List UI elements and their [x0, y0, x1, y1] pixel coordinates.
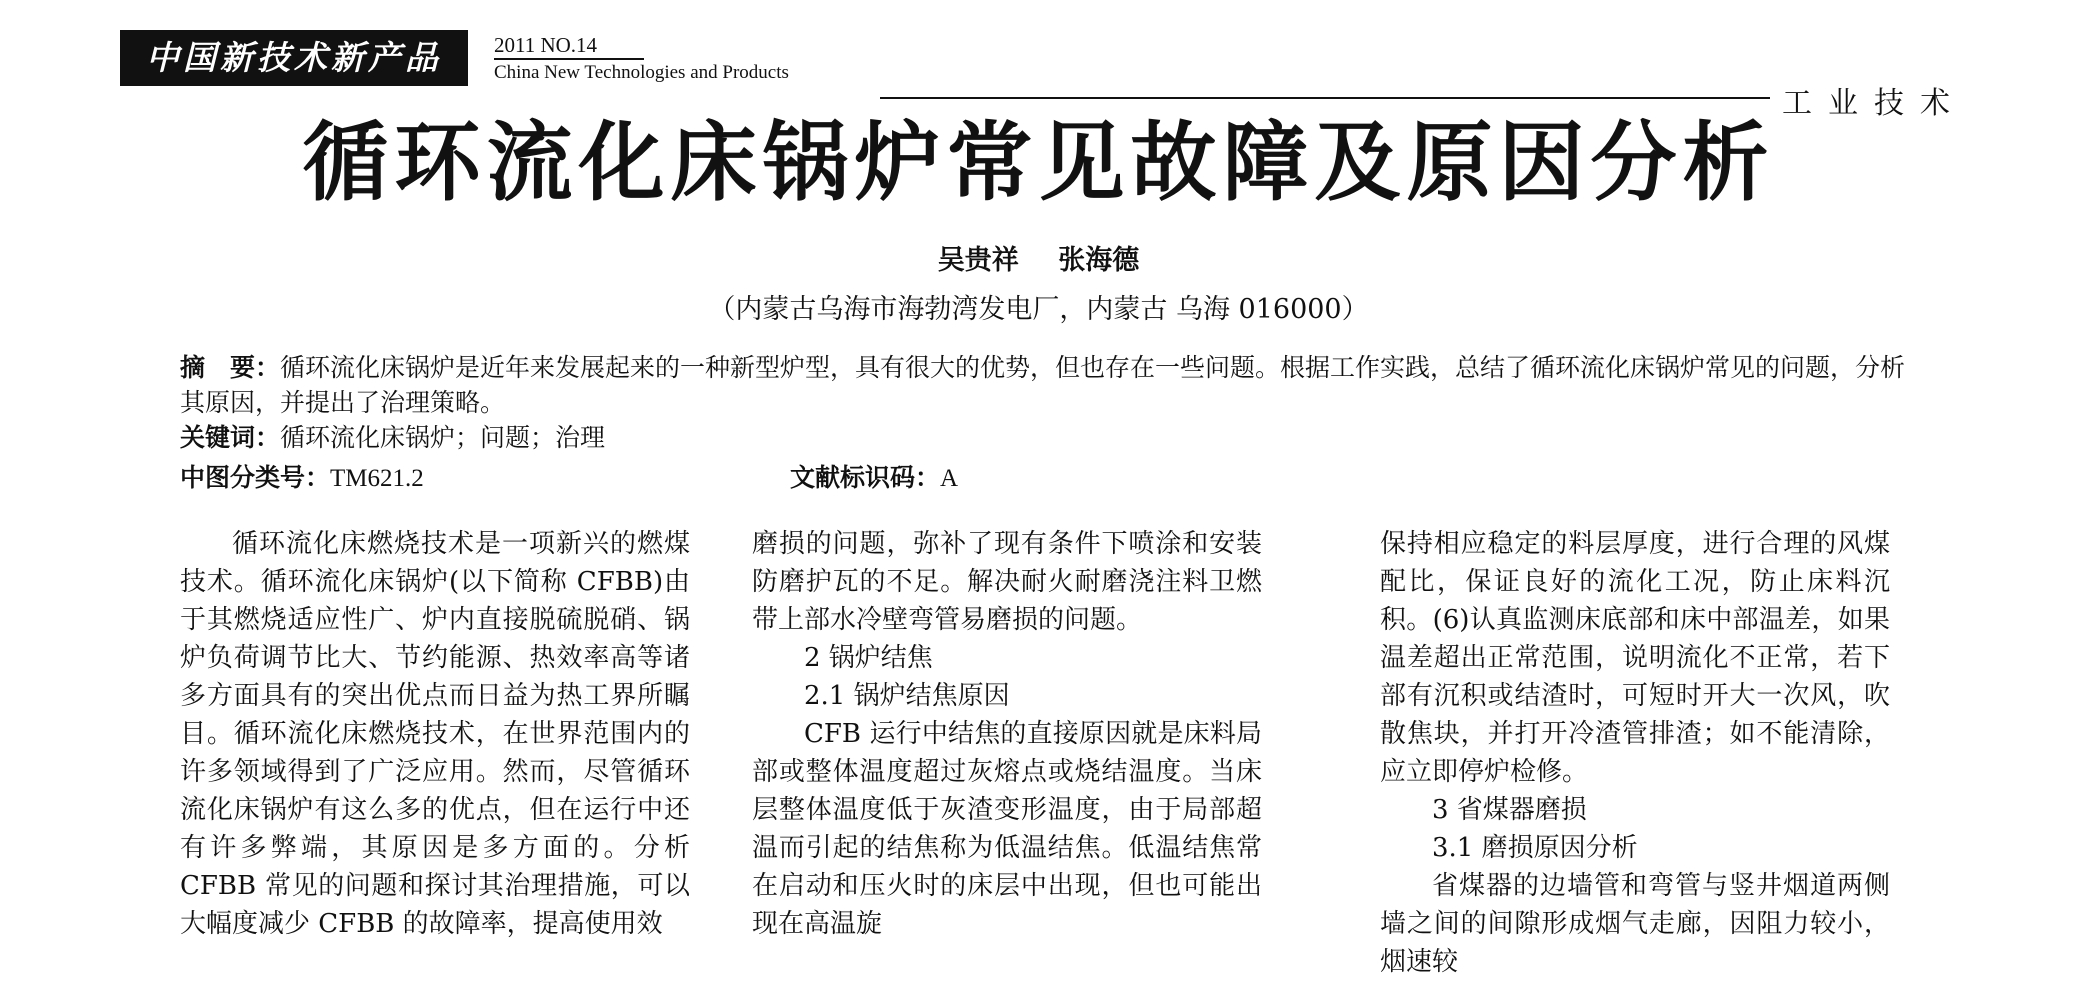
clc-value: TM621.2 [330, 465, 424, 492]
abstract-text: 循环流化床锅炉是近年来发展起来的一种新型炉型，具有很大的优势，但也存在一些问题。根据工作实践，总结了循环流化床锅炉常见的问题，分析其原因，并提出了治理策略。 [180, 353, 1906, 417]
section-label: 工业技术 [1782, 86, 1966, 121]
body-column-1 [180, 525, 690, 939]
section-heading: 3 省煤器磨损 [1432, 795, 1587, 825]
body-paragraph: 磨损的问题，弥补了现有条件下喷涂和安装防磨护瓦的不足。解决耐火耐磨浇注料卫燃带上部水冷壁弯管易磨损的问题。 [752, 529, 1262, 635]
section-heading: 2 锅炉结焦 [804, 643, 933, 673]
journal-english-name: China New Technologies and Products [494, 62, 789, 83]
body-paragraph: 循环流化床燃烧技术是一项新兴的燃煤技术。循环流化床锅炉(以下简称 CFBB)由于其燃烧适应性广、炉内直接脱硫脱硝、锅炉负荷调节比大、节约能源、热效率高等诸多方面具有的突出优点而日益为热工界所瞩目。循环流化床燃烧技术，在世界范围内的许多领域得到了广泛应用。然而，尽管循环流化床锅炉有这么多的优点，但在运行中还有许多弊端，其原因是多方面的。分析 CFBB 常见的问题和探讨其治理措施，可以大幅度减少 CFBB 的故障率，提高使用效 [180, 529, 690, 939]
body-paragraph: CFB 运行中结焦的直接原因就是床料局部或整体温度超过灰熔点或烧结温度。当床层整体温度低于灰渣变形温度，由于局部超温而引起的结焦称为低温结焦。低温结焦常在启动和压火时的床层中出现，但也可能出现在高温旋 [752, 719, 1262, 939]
issue-underline [494, 58, 644, 60]
abstract-label: 摘 要： [180, 353, 281, 382]
body-paragraph: 保持相应稳定的料层厚度，进行合理的风煤配比，保证良好的流化工况，防止床料沉积。(6)认真监测床底部和床中部温差，如果温差超出正常范围，说明流化不正常，若下部有沉积或结渣时，可短时开大一次风，吹散焦块，并打开冷渣管排渣；如不能清除，应立即停炉检修。 [1380, 529, 1890, 787]
clc-label: 中图分类号： [180, 463, 331, 492]
subsection-heading: 2.1 锅炉结焦原因 [804, 681, 1010, 711]
body-column-2 [752, 525, 1262, 939]
body-paragraph: 省煤器的边墙管和弯管与竖井烟道两侧墙之间的间隙形成烟气走廊，因阻力较小，烟速较 [1380, 871, 1890, 977]
article-title: 循环流化床锅炉常见故障及原因分析 [302, 113, 1775, 213]
doc-code-label: 文献标识码： [790, 463, 941, 492]
affiliation: （内蒙古乌海市海勃湾发电厂，内蒙古 乌海 016000） [708, 294, 1369, 325]
issue-number: 2011 NO.14 [494, 33, 598, 57]
keywords-text: 循环流化床锅炉；问题；治理 [280, 423, 606, 452]
body-column-3 [1380, 525, 1890, 977]
authors: 吴贵祥 张海德 [937, 245, 1140, 276]
keywords-label: 关键词： [180, 423, 281, 452]
document-code [790, 460, 958, 496]
journal-masthead: 中国新技术新产品 [120, 30, 468, 86]
header-rule [880, 97, 1770, 99]
subsection-heading: 3.1 磨损原因分析 [1432, 833, 1638, 863]
doc-code-value: A [940, 465, 959, 492]
classification-number [180, 460, 424, 496]
abstract [180, 350, 1920, 455]
